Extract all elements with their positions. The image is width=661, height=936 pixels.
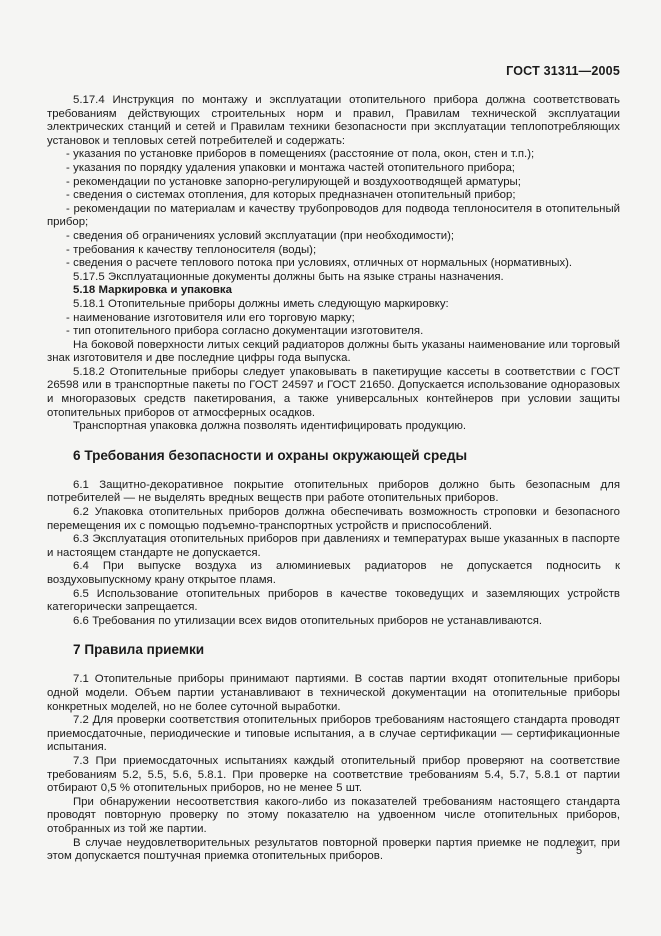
- clause-5-18-title: 5.18 Маркировка и упаковка: [73, 284, 232, 297]
- list-item: - требования к качеству теплоносителя (воды);: [66, 243, 317, 256]
- clause-7-1: 7.1 Отопительные приборы принимают партиями. В состав партии входят отопительные приборы одной модели. Объем партии устанавливают в технической документации на отопительные приборы конкретных моделей, но не более суточной выработки.: [47, 673, 620, 713]
- clause-5-17-5: 5.17.5 Эксплуатационные документы должны быть на языке страны назначения.: [73, 270, 504, 283]
- list-item: - указания по установке приборов в помещениях (расстояние от пола, окон, стен и т.п.);: [66, 148, 535, 161]
- document-body: [47, 94, 620, 864]
- para-transport-packaging: Транспортная упаковка должна позволять идентифицировать продукцию.: [73, 420, 467, 433]
- para-batch-rejection: В случае неудовлетворительных результатов повторной проверки партия приемке не подлежит, при этом допускается поштучная приемка отопительных приборов.: [47, 836, 620, 863]
- clause-7-3: 7.3 При приемосдаточных испытаниях каждый отопительный прибор проверяют на соответствие требованиям 5.2, 5.5, 5.6, 5.8.1. При проверке на соответствие требованиям 5.4, 5.7, 5.8.1 от партии отбирают 0,5 % отопительных приборов, но не менее 5 шт.: [47, 754, 620, 795]
- clause-6-6: 6.6 Требования по утилизации всех видов отопительных приборов не устанавливаются.: [73, 614, 543, 627]
- list-item: - указания по порядку удаления упаковки и монтажа частей отопительного прибора;: [66, 161, 515, 174]
- clause-6-2: 6.2 Упаковка отопительных приборов должна обеспечивать возможность строповки и безопасного перемещения их с помощью подъемно-транспортных устройств и приспособлений.: [47, 506, 620, 532]
- section-6-heading: 6 Требования безопасности и охраны окружающей среды: [73, 447, 468, 463]
- clause-6-4: 6.4 При выпуске воздуха из алюминиевых радиаторов не допускается подносить к воздуховыпускному крану открытое пламя.: [47, 560, 620, 586]
- list-item: - сведения о расчете теплового потока при условиях, отличных от нормальных (нормативных).: [66, 257, 573, 270]
- clause-6-3: 6.3 Эксплуатация отопительных приборов при давлениях и температурах выше указанных в паспорте и настоящем стандарте не допускается.: [47, 533, 620, 559]
- page-number: 5: [576, 845, 583, 857]
- clause-5-18-2: 5.18.2 Отопительные приборы следует упаковывать в пакетирущие кассеты в соответствии с ГОСТ 26598 или в транспортные пакеты по ГОСТ 24597 и ГОСТ 21650. Допускается использование одноразовых и многоразовых средств пакетирования, а также универсальных контейнеров при условии защиты отопительных приборов от атмосферных осадков.: [47, 365, 620, 419]
- list-item: - рекомендации по материалам и качеству трубопроводов для подвода теплоносителя в отопительный прибор;: [47, 202, 620, 229]
- clause-6-5: 6.5 Использование отопительных приборов в качестве токоведущих и заземляющих устройств категорически запрещается.: [47, 587, 620, 614]
- para-recheck-rule: При обнаружении несоответствия какого-либо из показателей требованиям настоящего стандарта проводят повторную проверку по этому показателю на удвоенном числе отопительных приборов, отобранных из той же партии.: [47, 795, 620, 835]
- clause-6-1: 6.1 Защитно-декоративное покрытие отопительных приборов должно быть безопасным для потребителей — не выделять вредных веществ при работе отопительных приборов.: [47, 478, 620, 505]
- list-item: - наименование изготовителя или его торговую марку;: [66, 311, 355, 324]
- clause-5-17-4: 5.17.4 Инструкция по монтажу и эксплуатации отопительного прибора должна соответствовать требованиям действующих строительных норм и правил, Правилам технической эксплуатации электрических станций и сетей и Правилам техники безопасности при эксплуатации теплопотребляющих установок и тепловых сетей потребителей и содержать:: [47, 94, 620, 147]
- list-item: - сведения об ограничениях условий эксплуатации (при необходимости);: [66, 229, 455, 242]
- list-item: - сведения о системах отопления, для которых предназначен отопительный прибор;: [66, 189, 516, 202]
- list-item: - тип отопительного прибора согласно документации изготовителя.: [66, 325, 424, 338]
- doc-code: ГОСТ 31311—2005: [506, 64, 620, 78]
- section-7-heading: 7 Правила приемки: [73, 642, 205, 658]
- clause-7-2: 7.2 Для проверки соответствия отопительных приборов требованиям настоящего стандарта проводят приемосдаточные, периодические и типовые испытания, а в случае сертификации — сертификационные испытания.: [47, 714, 620, 754]
- list-item: - рекомендации по установке запорно-регулирующей и воздухоотводящей арматуры;: [66, 175, 521, 188]
- para-marking-note: На боковой поверхности литых секций радиаторов должны быть указаны наименование или торговый знак изготовителя и две последние цифры года выпуска.: [47, 338, 620, 365]
- clause-5-18-1: 5.18.1 Отопительные приборы должны иметь следующую маркировку:: [73, 297, 449, 310]
